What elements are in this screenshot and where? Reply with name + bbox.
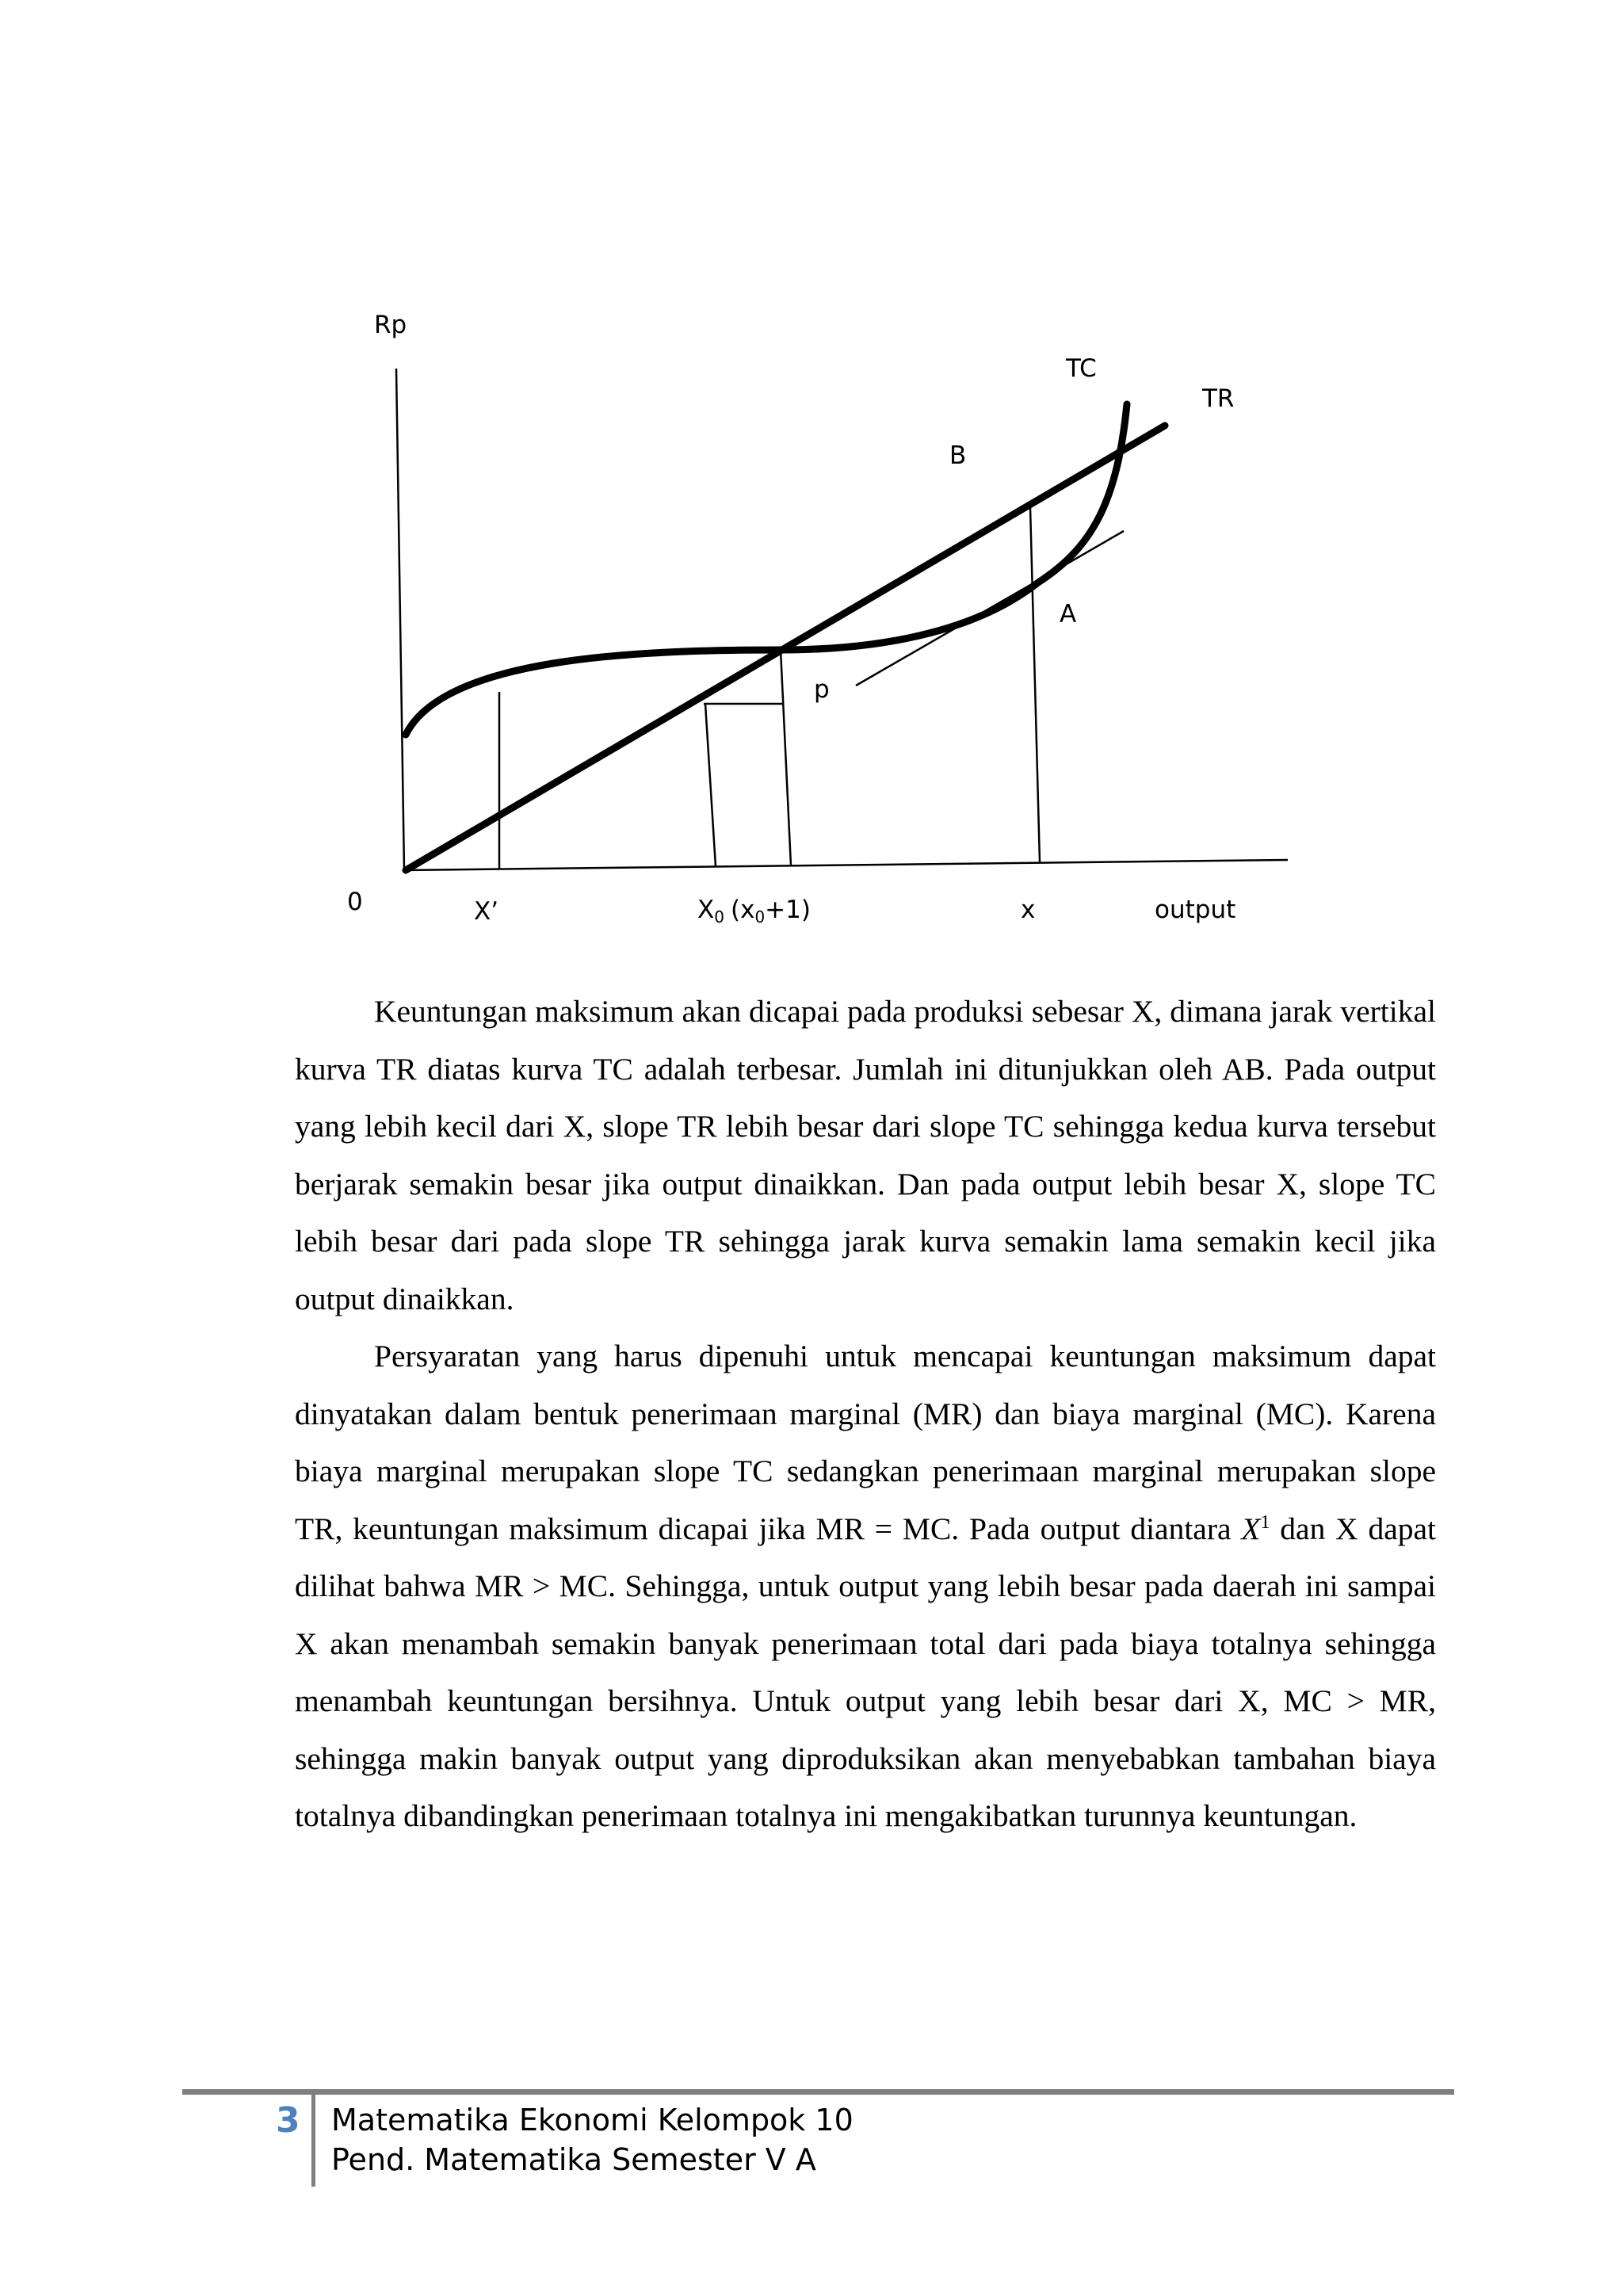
footer-text xyxy=(331,2100,854,2179)
footer-rule xyxy=(182,2089,1454,2095)
label-tr: TR xyxy=(1202,384,1235,413)
tangent-line xyxy=(856,531,1124,686)
footer-line-2: Pend. Matematika Semester V A xyxy=(331,2142,816,2177)
label-x: x xyxy=(1021,896,1036,924)
paragraph-2-part-a: Persyaratan yang harus dipenuhi untuk mencapai keuntungan maksimum dapat dinyatakan dalam bentuk penerimaan marginal (MR) dan biaya marginal (MC). Karena biaya marginal merupakan slope TC sedangkan penerimaan marginal merupakan slope TR, keuntungan maksimum dicapai jika MR = MC. Pada output diantara xyxy=(295,1339,1436,1546)
label-output: output xyxy=(1155,896,1236,924)
tc-tr-diagram xyxy=(0,0,1623,951)
x-axis xyxy=(404,860,1288,870)
label-a: A xyxy=(1060,600,1077,628)
paragraph-2-part-b: dan X dapat dilihat bahwa MR > MC. Sehingga, untuk output yang lebih besar pada daerah ini sampai X akan menambah semakin banyak penerimaan total dari pada biaya totalnya sehingga menambah keuntungan bersihnya. Untuk output yang lebih besar dari X, MC > MR, sehingga makin banyak output yang diproduksikan akan menyebabkan tambahan biaya totalnya dibandingkan penerimaan totalnya ini mengakibatkan turunnya keuntungan. xyxy=(295,1511,1436,1833)
vertical-x0 xyxy=(705,704,716,866)
label-x0: X0 (x0+1) xyxy=(697,896,811,926)
paragraph-1: Keuntungan maksimum akan dicapai pada produksi sebesar X, dimana jarak vertikal kurva TR diatas kurva TC adalah terbesar. Jumlah ini ditunjukkan oleh AB. Pada output yang lebih kecil dari X, slope TR lebih besar dari slope TC sehingga kedua kurva tersebut berjarak semakin besar jika output dinaikkan. Dan pada output lebih besar X, slope TC lebih besar dari pada slope TR sehingga jarak kurva semakin lama semakin kecil jika output dinaikkan. xyxy=(295,994,1436,1316)
label-x-prime: X’ xyxy=(474,897,499,926)
page-number: 3 xyxy=(276,2100,300,2141)
var-x: X xyxy=(1241,1511,1261,1546)
var-x-superscript: 1 xyxy=(1260,1511,1270,1533)
label-p: p xyxy=(814,675,830,704)
label-tc: TC xyxy=(1066,354,1097,383)
vertical-x0-plus-1 xyxy=(781,650,791,865)
vertical-x-ab xyxy=(1030,507,1040,862)
label-rp: Rp xyxy=(374,311,407,339)
body-text xyxy=(295,983,1436,1845)
y-axis xyxy=(396,369,404,870)
tc-curve xyxy=(406,404,1127,735)
label-origin: 0 xyxy=(347,888,363,916)
paragraph-2 xyxy=(295,1328,1436,1845)
label-b: B xyxy=(949,441,967,470)
footer-divider xyxy=(311,2095,315,2187)
footer-line-1: Matematika Ekonomi Kelompok 10 xyxy=(331,2103,854,2137)
